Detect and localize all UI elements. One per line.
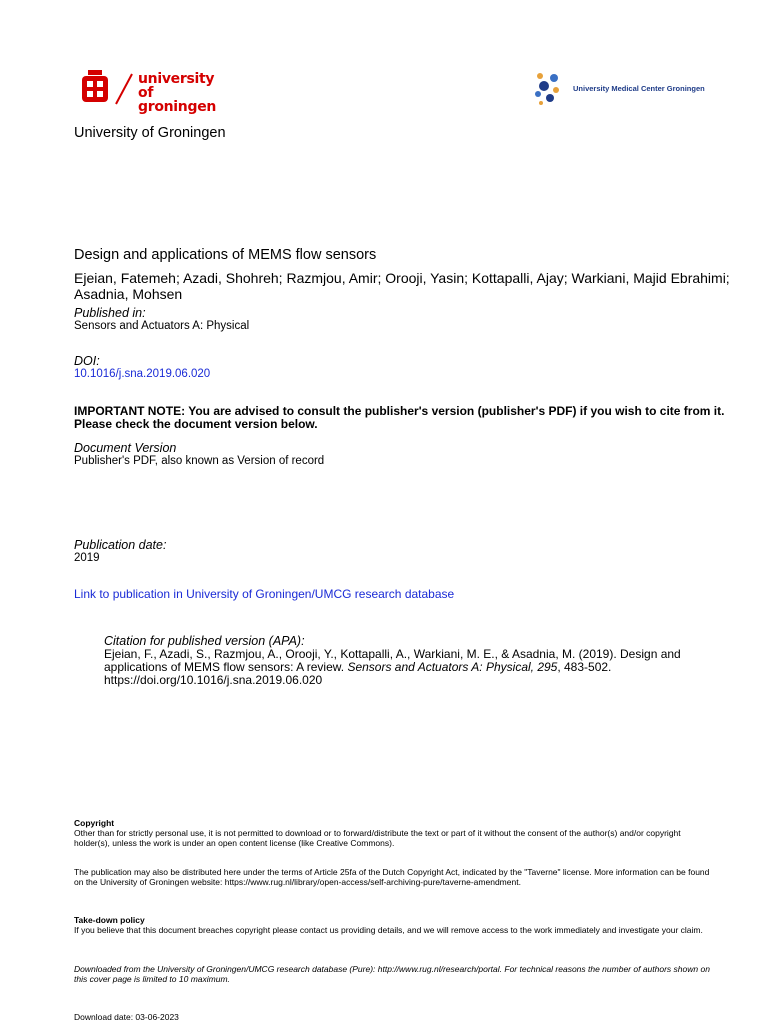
citation-label: Citation for published version (APA): [104,634,305,648]
doi-link[interactable]: 10.1016/j.sna.2019.06.020 [74,368,211,380]
copyright-block [74,818,714,848]
download-date: Download date: 03-06-2023 [74,1012,179,1022]
takedown-block [74,915,714,935]
publication-date-block [74,538,166,564]
rug-slash-icon [112,68,136,108]
doi-label: DOI: [74,354,100,368]
publication-date-value: 2019 [74,552,100,564]
rug-logo-line1: university of [138,71,215,101]
paper-authors: Ejeian, Fatemeh; Azadi, Shohreh; Razmjou, Amir; Orooji, Yasin; Kottapalli, Ajay; Warkiani, Majid Ebrahimi; Asadnia, Mohsen [74,270,730,302]
document-version-block [74,441,324,467]
takedown-heading: Take-down policy [74,915,145,925]
publication-date-label: Publication date: [74,538,167,552]
rug-crest-icon [80,68,110,108]
taverne-text: The publication may also be distributed here under the terms of Article 25fa of the Dutch Copyright Act, indicated by the "Taverne" license. More information can be found on the University of Groningen website: https://www.rug.nl/library/open-access/self-archiving-pure/taverne-amendment. [74,867,710,887]
document-version-value: Publisher's PDF, also known as Version of record [74,455,325,467]
takedown-text: If you believe that this document breaches copyright please contact us providing details, and we will remove access to the work immediately and investigate your claim. [74,925,703,935]
citation-pages: , 483-502. https://doi.org/10.1016/j.sna.2019.06.020 [104,660,612,687]
important-note: IMPORTANT NOTE: You are advised to consult the publisher's version (publisher's PDF) if you wish to cite from it. Please check the document version below. [74,404,725,431]
database-link[interactable]: Link to publication in University of Groningen/UMCG research database [74,587,455,601]
copyright-heading: Copyright [74,818,115,828]
published-in-label: Published in: [74,306,146,320]
umcg-logo-text: University Medical Center Groningen [573,84,705,93]
institution-name: University of Groningen [74,125,226,141]
umcg-mark-icon [528,68,568,108]
downloaded-from: Downloaded from the University of Groningen/UMCG research database (Pure): http://www.rug.nl/research/portal. For technical reasons the number of authors shown on this cover page is limited to 10 maximum. [74,964,710,984]
rug-logo [80,68,230,115]
document-version-label: Document Version [74,441,177,455]
umcg-logo [528,68,708,108]
published-in-value: Sensors and Actuators A: Physical [74,320,250,332]
copyright-text: Other than for strictly personal use, it is not permitted to download or to forward/distribute the text or part of it without the consent of the author(s) and/or copyright holder(s), unless the work is under an open content license (like Creative Commons). [74,828,681,848]
doi-block [74,354,210,380]
paper-title: Design and applications of MEMS flow sensors [74,247,377,263]
citation-text: Ejeian, F., Azadi, S., Razmjou, A., Orooji, Y., Kottapalli, A., Warkiani, M. E., & Asadnia, M. (2019). Design and applications of MEMS flow sensors: A review. [104,647,681,674]
rug-logo-line2: groningen [138,99,217,115]
citation-block [104,635,714,687]
published-in-block [74,306,249,332]
citation-journal: Sensors and Actuators A: Physical, 295 [347,660,558,674]
